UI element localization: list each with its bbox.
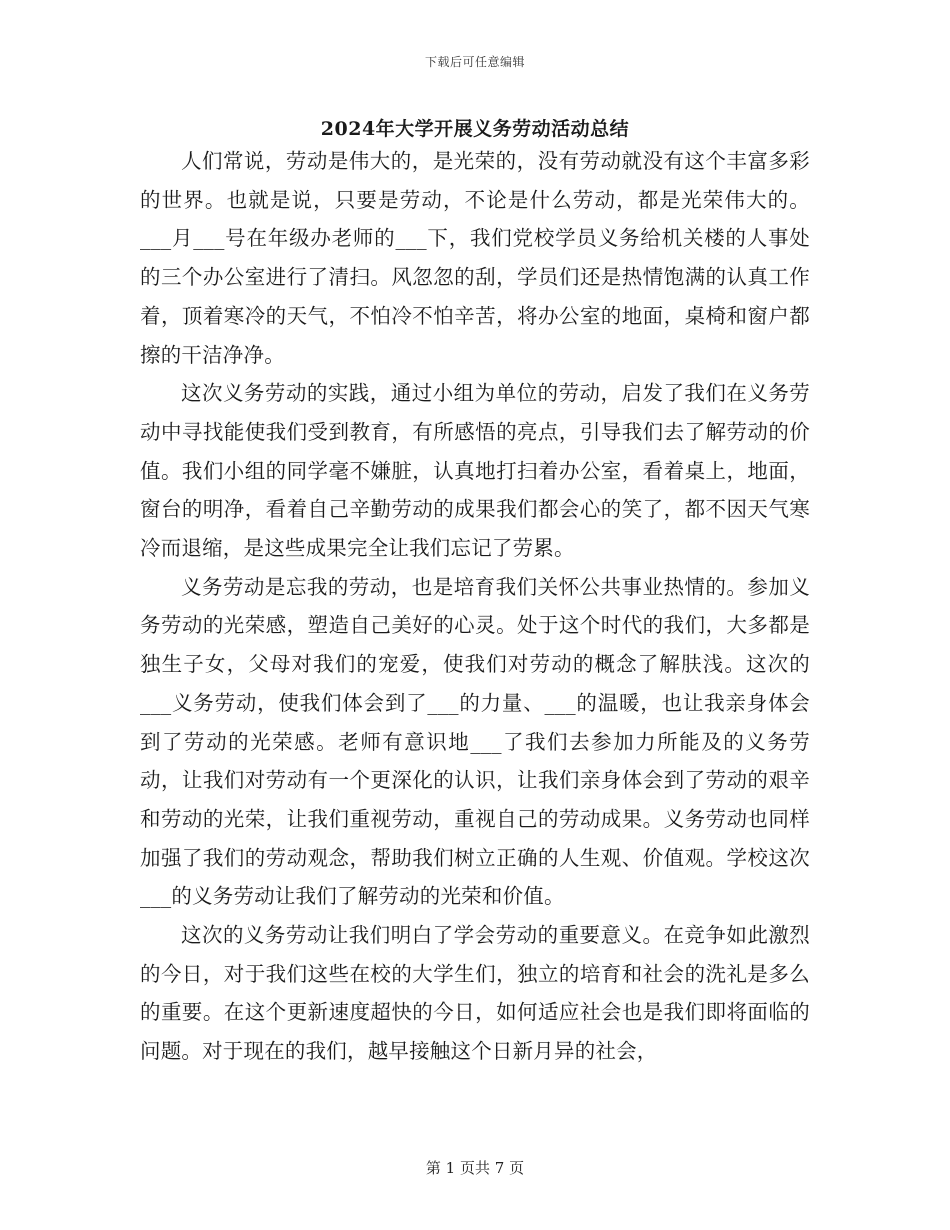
paragraph: 人们常说，劳动是伟大的，是光荣的，没有劳动就没有这个丰富多彩的世界。也就是说，只要是劳动，不论是什么劳动，都是光荣伟大的。___月___号在年级办老师的___下，我们党校学员义务给机关楼的人事处的三个办公室进行了清扫。风忽忽的刮，学员们还是热情饱满的认真工作着，顶着寒冷的天气，不怕冷不怕辛苦，将办公室的地面，桌椅和窗户都擦的干洁净净。 [140, 149, 810, 367]
page-number: 第 1 页共 7 页 [425, 1159, 525, 1177]
paragraph: 这次义务劳动的实践，通过小组为单位的劳动，启发了我们在义务劳动中寻找能使我们受到教育，有所感悟的亮点，引导我们去了解劳动的价值。我们小组的同学毫不嫌脏，认真地打扫着办公室，看着桌上，地面，窗台的明净，看着自己辛勤劳动的成果我们都会心的笑了，都不因天气寒冷而退缩，是这些成果完全让我们忘记了劳累。 [140, 381, 810, 561]
document-body [140, 142, 810, 1071]
paragraph: 义务劳动是忘我的劳动，也是培育我们关怀公共事业热情的。参加义务劳动的光荣感，塑造自己美好的心灵。处于这个时代的我们，大多都是独生子女，父母对我们的宠爱，使我们对劳动的概念了解肤浅。这次的___义务劳动，使我们体会到了___的力量、___的温暖，也让我亲身体会到了劳动的光荣感。老师有意识地___了我们去参加力所能及的义务劳动，让我们对劳动有一个更深化的认识，让我们亲身体会到了劳动的艰辛和劳动的光荣，让我们重视劳动，重视自己的劳动成果。义务劳动也同样加强了我们的劳动观念，帮助我们树立正确的人生观、价值观。学校这次___的义务劳动让我们了解劳动的光荣和价值。 [140, 574, 810, 909]
paragraph: 这次的义务劳动让我们明白了学会劳动的重要意义。在竞争如此激烈的今日，对于我们这些在校的大学生们，独立的培育和社会的洗礼是多么的重要。在这个更新速度超快的今日，如何适应社会也是我们即将面临的问题。对于现在的我们，越早接触这个日新月异的社会， [140, 923, 810, 1064]
header-note: 下载后可任意编辑 [424, 55, 525, 69]
document-title: 2024年大学开展义务劳动活动总结 [320, 118, 630, 140]
